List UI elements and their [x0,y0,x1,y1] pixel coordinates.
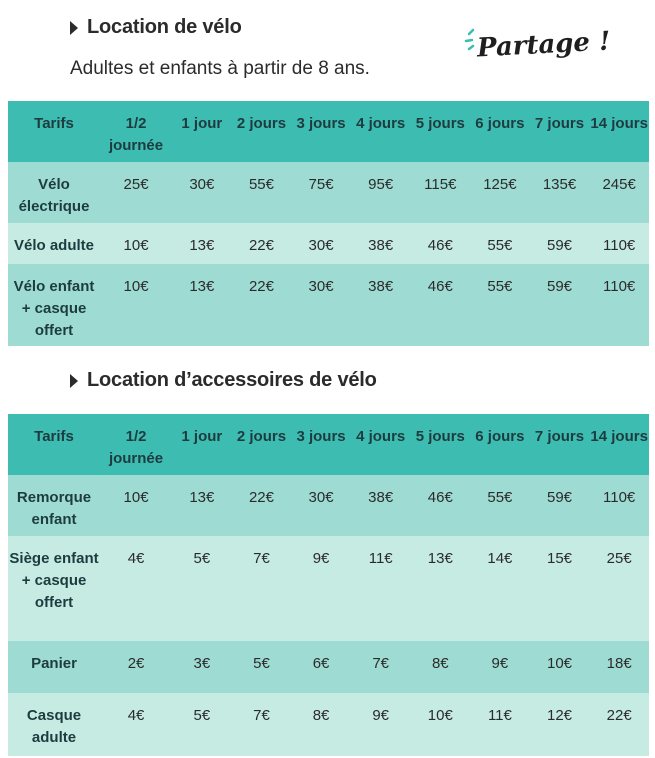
price-cell: 245€ [602,176,636,193]
price-cell: 59€ [546,489,573,506]
price-cell: 11€ [368,550,393,567]
row-label: Siège enfant + casque offert [9,550,99,611]
price-cell: 22€ [248,489,274,506]
row-label: Vélo électrique [18,176,90,215]
price-cell: 5€ [193,707,211,724]
header-cell: 6 jours [475,428,525,445]
price-cell: 125€ [483,176,517,193]
arrow-right-icon [70,374,78,388]
header-cell: 2 jours [236,428,287,445]
header-cell: 5 jours [415,428,465,445]
price-cell: 22€ [248,278,274,295]
price-cell: 55€ [248,176,274,193]
table-row [8,162,649,223]
price-cell: 9€ [491,655,509,672]
price-cell: 5€ [193,550,211,567]
row-label: Vélo enfant + casque offert [13,278,95,339]
price-cell: 13€ [427,550,453,567]
section-title-bike-rental [70,16,242,39]
price-cell: 4€ [127,550,145,567]
table-row [8,475,649,536]
price-cell: 8€ [431,655,449,672]
price-cell: 30€ [308,489,334,506]
table-header-row [8,101,649,162]
price-cell: 10€ [123,237,149,254]
price-cell: 46€ [427,278,453,295]
header-cell: 7 jours [534,115,585,132]
price-cell: 10€ [123,489,149,506]
price-cell: 38€ [368,237,394,254]
header-cell: 1/2 journée [108,115,164,154]
header-cell: Tarifs [34,115,74,132]
price-cell: 8€ [312,707,330,724]
price-cell: 110€ [603,278,636,295]
header-cell: 2 jours [236,115,287,132]
price-cell: 38€ [368,489,394,506]
price-cell: 13€ [189,489,215,506]
price-cell: 3€ [193,655,211,672]
price-cell: 7€ [253,550,270,567]
partage-logo-text: Partage ! [476,26,612,64]
price-cell: 9€ [312,550,330,567]
table-row [8,693,649,756]
header-cell: 3 jours [296,115,346,132]
table-row [8,536,649,641]
price-cell: 2€ [127,655,145,672]
table-row [8,264,649,346]
price-cell: 15€ [546,550,573,567]
price-cell: 75€ [308,176,334,193]
price-cell: 30€ [189,176,215,193]
price-cell: 115€ [424,176,457,193]
bike-rental-table [8,101,649,346]
price-cell: 10€ [427,707,453,724]
price-cell: 95€ [368,176,394,193]
price-cell: 7€ [372,655,390,672]
price-cell: 59€ [546,278,573,295]
price-cell: 14€ [487,550,513,567]
header-cell: 4 jours [356,115,406,132]
header-cell: 14 jours [590,428,648,445]
table-header-row [8,414,649,475]
accessories-rental-table [8,414,649,756]
price-cell: 10€ [546,655,573,672]
price-cell: 11€ [487,707,512,724]
arrow-right-icon [70,21,78,35]
header-cell: 1 jour [181,428,223,445]
price-cell: 55€ [487,489,513,506]
price-cell: 30€ [308,237,334,254]
price-cell: 13€ [189,237,215,254]
section-title-text: Location d’accessoires de vélo [87,369,377,391]
header-cell: 1 jour [181,115,223,132]
section-title-accessories [70,369,377,392]
row-label: Vélo adulte [14,237,95,254]
table-row [8,223,649,264]
price-cell: 46€ [427,489,453,506]
header-cell: 7 jours [534,428,585,445]
header-cell: 1/2 journée [108,428,164,467]
row-label: Casque adulte [26,707,82,746]
price-cell: 135€ [542,176,577,193]
price-cell: 7€ [253,707,270,724]
header-cell: 3 jours [296,428,346,445]
price-cell: 25€ [606,550,632,567]
row-label: Panier [31,655,77,672]
price-cell: 22€ [248,237,274,254]
price-cell: 59€ [546,237,573,254]
price-cell: 10€ [123,278,149,295]
section-title-text: Location de vélo [87,16,242,38]
header-cell: Tarifs [34,428,74,445]
section-subtitle: Adultes et enfants à partir de 8 ans. [70,58,370,79]
price-cell: 5€ [253,655,270,672]
price-cell: 4€ [127,707,145,724]
header-cell: 5 jours [415,115,465,132]
price-cell: 55€ [487,237,513,254]
price-cell: 110€ [603,237,636,254]
price-cell: 9€ [372,707,390,724]
price-cell: 12€ [546,707,573,724]
price-cell: 25€ [123,176,149,193]
price-cell: 110€ [603,489,636,506]
header-cell: 4 jours [356,428,406,445]
price-cell: 38€ [368,278,394,295]
header-cell: 14 jours [590,115,648,132]
price-cell: 46€ [427,237,453,254]
price-cell: 30€ [308,278,334,295]
price-cell: 6€ [312,655,330,672]
header-cell: 6 jours [475,115,525,132]
price-cell: 18€ [606,655,632,672]
price-cell: 13€ [189,278,215,295]
price-cell: 22€ [606,707,632,724]
row-label: Remorque enfant [16,489,92,528]
partage-logo [463,28,613,80]
price-cell: 55€ [487,278,513,295]
table-row [8,641,649,693]
